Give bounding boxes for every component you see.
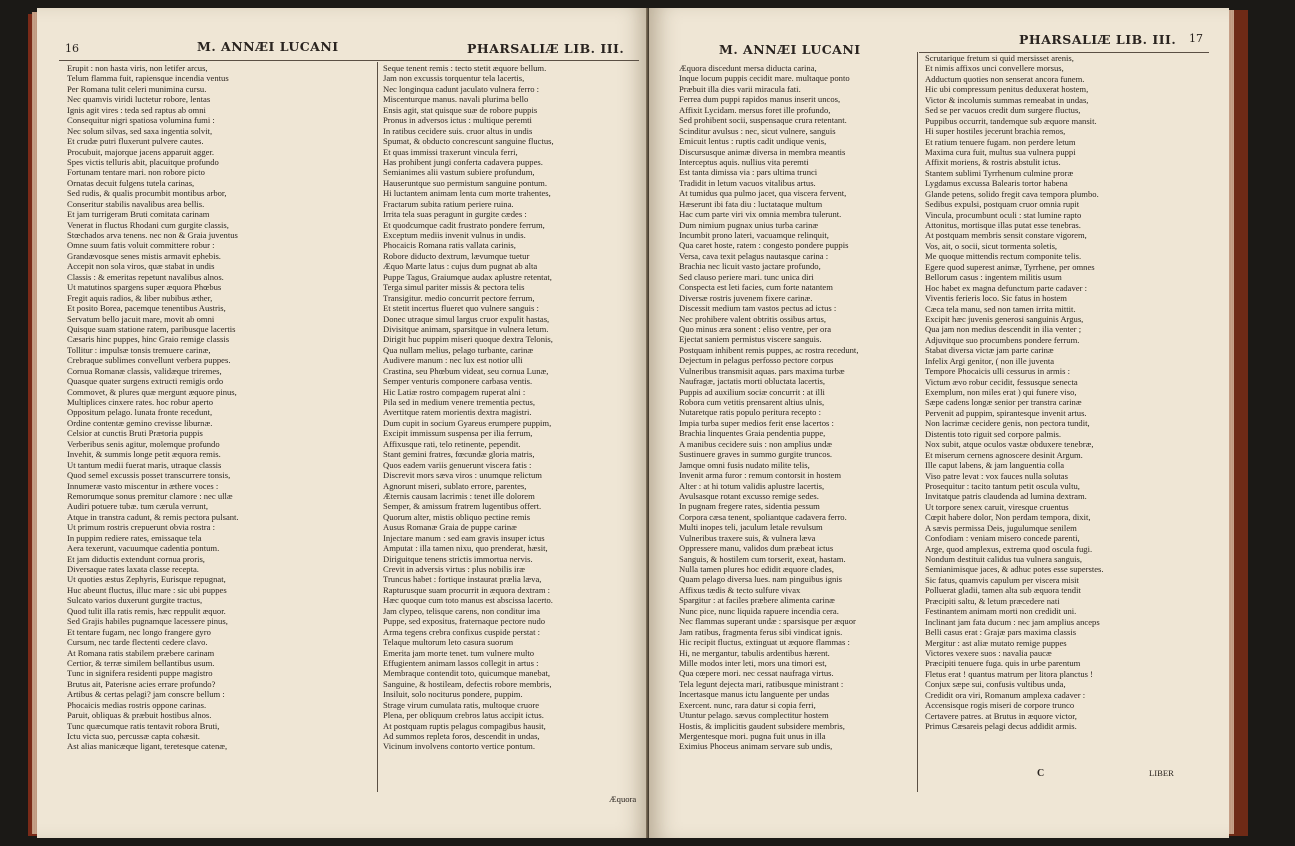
verse-line: Confodiam : veniam misero concede parenti, — [925, 533, 1080, 544]
verse-line: Jam clypeo, telisque carens, non conditur ima — [383, 605, 541, 616]
verse-line: Æternis causam lacrimis : tenet ille dolorem — [383, 490, 535, 501]
verse-line: Quisque suam statione ratem, paribusque lacertis — [67, 323, 236, 334]
verse-line: Ut matutinos spargens super æquora Phœbus — [67, 282, 222, 293]
verse-line: Quos eadem variis genuerunt viscera fatis : — [383, 459, 532, 470]
verse-line: Interceptus aquis. nullius vita peremti — [679, 156, 809, 167]
verse-line: Ornatas decuit fulgens tutela carinas, — [67, 177, 195, 188]
verse-line: Vincula, procumbunt oculi : stat lumine rapto — [925, 209, 1082, 220]
verse-line: Ille caput labens, & jam languentia colla — [925, 460, 1065, 471]
verse-line: Infelix Argi genitor, ( non ille juventa — [925, 355, 1055, 366]
left-column-a — [67, 63, 372, 752]
verse-line: Incertasque manus ictu languente per undas — [679, 689, 830, 700]
verse-line: Phocaicis medias rostris oppone carinas. — [67, 699, 207, 710]
verse-line: Amputat : illa tamen nixu, quo prenderat, hæsit, — [383, 543, 548, 554]
verse-line: Dum cupit in socium Gyareus erumpere puppim, — [383, 417, 552, 428]
verse-line: Non lacrimæ cecidere genis, non pectora tundit, — [925, 418, 1090, 429]
verse-line: Semianimisque jaces, & adhuc potes esse superstes. — [925, 564, 1104, 575]
verse-line: Omne suum fatis voluit committere robur : — [67, 240, 215, 251]
verse-line: Hostis, & implicitis gaudent subsidere membris, — [679, 720, 845, 731]
verse-line: Hac cum parte viri vix omnia membra tulerunt. — [679, 209, 842, 220]
verse-line: Sulcato varios duxerunt gurgite tractus, — [67, 595, 203, 606]
verse-line: Lygdamus excussa Balearis tortor habena — [925, 178, 1068, 189]
verse-line: Et posito Borea, pacemque tenentibus Austris, — [67, 303, 226, 314]
verse-line: Est tanta dimissa via : pars ultima trunci — [679, 167, 818, 178]
verse-line: Affixit moriens, & rostris abstulit ictus. — [925, 157, 1061, 168]
verse-line: Cœpit habere dolor, Non perdam tempora, dixit, — [925, 512, 1091, 523]
verse-line: Brutus ait, Paterisne acies errare profundo? — [67, 678, 216, 689]
verse-line: Diversaque rates laxata classe recepta. — [67, 564, 199, 574]
verse-line: Divisitque animam, sparsitque in vulnera letum. — [383, 323, 549, 334]
verse-line: Avertitque ratem morientis dextra magistri. — [383, 407, 532, 418]
verse-line: Tollitur : impulsæ tonsis tremuere carinæ, — [67, 344, 211, 355]
verse-line: Vulneribus transmisit aquas. pars maxima turbæ — [679, 365, 845, 376]
verse-line: Servatum bello jacuit mare, movit ab omni — [67, 313, 215, 324]
verse-line: Hi, ne mergantur, tabulis ardentibus hærent. — [679, 647, 830, 658]
verse-line: Crastina, seu Phœbum videat, seu cornua Lunæ, — [383, 365, 549, 376]
verse-line: At Romana ratis stabilem præbere carinam — [67, 647, 215, 658]
verse-line: Ferrea dum puppi rapidos manus inserit uncos, — [679, 94, 841, 105]
verse-line: Multi inopes teli, jaculum letale revulsum — [679, 522, 823, 533]
verse-line: Sic fatus, quamvis capulum per viscera misit — [925, 574, 1079, 585]
verse-line: In puppim rediere rates, emissaque tela — [67, 532, 202, 543]
right-page-number: 17 — [1189, 32, 1203, 45]
verse-line: Spes victis telluris abit, placuitque profundo — [67, 156, 219, 167]
verse-line: Et stetit incertus flueret quo vulnere sanguis : — [383, 303, 539, 314]
verse-line: Præbuit illa dies varii miracula fati. — [679, 83, 801, 94]
verse-line: Et jam diductis extendunt cornua proris, — [67, 553, 205, 564]
verse-line: Tradidit in letum vacuos vitalibus artus. — [679, 177, 816, 188]
verse-line: Tempore Phocaicis ulli cessurus in armis : — [925, 366, 1070, 377]
verse-line: Vicinum involvens contorto vertice pontum. — [383, 741, 535, 752]
verse-line: Nox subit, atque oculos vastæ obduxere tenebræ, — [925, 439, 1094, 450]
verse-line: Erupit : non hasta viris, non letifer arcus, — [67, 63, 208, 73]
verse-line: Semianimes alii vastum subiere profundum, — [383, 167, 535, 178]
verse-line: Præcipiti tenuere fuga. quis in urbe parentum — [925, 658, 1081, 669]
verse-line: Cornua Romanæ classis, validæque triremes, — [67, 365, 222, 376]
verse-line: Victores vexere suos : navalia paucæ — [925, 647, 1052, 658]
verse-line: Sed prohibent socii, suspensaque crura retentant. — [679, 115, 847, 126]
verse-line: Et quas immissi traxerunt vincula ferri, — [383, 146, 518, 157]
verse-line: Quod semel excussis posset transcurrere tonsis, — [67, 470, 231, 481]
verse-line: Credidit ora viri, Romanum amplexa cadaver : — [925, 689, 1086, 700]
verse-line: Nec flammas superant undæ : sparsisque per æquor — [679, 616, 856, 627]
verse-line: Robora cum vetitis prensarent altius ulnis, — [679, 397, 825, 407]
verse-line: Stabat diversa victæ jam parte carinæ — [925, 345, 1054, 356]
verse-line: Versa, cava texit pelagus nautasque carina : — [679, 250, 829, 261]
verse-line: Quasque quater surgens extructi remigis ordo — [67, 376, 224, 387]
verse-line: Sanguine, & hostileam, defectis robore membris, — [383, 678, 552, 689]
verse-line: Transigitur. medio concurrit pectore ferrum, — [383, 292, 535, 303]
verse-line: Discessit medium tam vastos pectus ad ictus : — [679, 303, 837, 314]
verse-line: Nec longinqua cadunt jaculato vulnera ferro : — [383, 83, 540, 94]
verse-line: Classis : & emeritas repetunt navalibus alnos. — [67, 271, 224, 282]
verse-line: A manibus cecidere suis : non amplius undæ — [679, 438, 832, 449]
verse-line: In pugnam fregere rates, sidentia pessum — [679, 501, 820, 512]
verse-line: Pervenit ad puppim, spirantesque invenit artus. — [925, 407, 1087, 418]
right-signature-mark: C — [1037, 768, 1045, 779]
verse-line: Egere quod superest animæ, Tyrrhene, per omnes — [925, 261, 1095, 272]
verse-line: Sæpe cadens longæ senior per transtra carinæ — [925, 397, 1082, 408]
verse-line: Certavere patres. at Brutus in æquore victor, — [925, 710, 1077, 721]
verse-line: Festinantem animam morti non credidit uni. — [925, 606, 1077, 617]
verse-line: Sanguis, & hostilem cum torserit, exeat, hastam. — [679, 553, 846, 564]
verse-line: Et miserum cernens agnoscere desinit Argum. — [925, 449, 1083, 460]
verse-line: Polluerat gladii, tamen alta sub æquora tendit — [925, 585, 1081, 596]
verse-line: Quorum alter, mistis obliquo pectine remis — [383, 511, 531, 522]
verse-line: Qua cœpere mori. nec cessat naufraga virtus. — [679, 668, 834, 679]
verse-line: Scinditur avulsus : nec, sicut vulnere, sanguis — [679, 125, 836, 136]
verse-line: Excipit hæc juvenis generosi sanguinis Argus, — [925, 313, 1084, 324]
verse-line: Ut quoties æstus Zephyris, Eurisque repugnat, — [67, 574, 226, 585]
verse-line: Ausus Romanæ Graia de puppe carinæ — [383, 522, 517, 533]
verse-line: Effugientem animam lassos collegit in artus : — [383, 657, 539, 668]
verse-line: Puppe, sed expositus, fraternaque pectore nudo — [383, 616, 546, 627]
verse-line: Glande petens, solido fregit cava tempora plumbo. — [925, 188, 1099, 199]
verse-line: Phocaicis Romana ratis vallata carinis, — [383, 240, 516, 251]
verse-line: Naufragæ, jactatis morti obluctata lacertis, — [679, 376, 826, 387]
verse-line: Jam non excussis torquentur tela lacertis, — [383, 73, 525, 84]
verse-line: Semper, & amissum fratrem lugentibus offert. — [383, 501, 542, 512]
verse-line: Nunc pice, nunc liquida rapuere incendia cera. — [679, 605, 839, 616]
verse-line: Huc abeunt fluctus, illuc mare : sic ubi puppes — [67, 584, 227, 595]
verse-line: Incumbit prono lateri, vacuamque relinquit, — [679, 230, 829, 240]
verse-line: Maxima cura fuit, multus sua vulnera puppi — [925, 146, 1076, 157]
verse-line: Stant gemini fratres, fœcundæ gloria matris, — [383, 449, 535, 460]
verse-line: Et nimis affixos unci convellere morsus, — [925, 63, 1064, 74]
verse-line: Terga simul pariter missis & pectora telis — [383, 282, 525, 293]
verse-line: Telaque multorum leto casura suorum — [383, 637, 514, 648]
verse-line: Oppressere manu, validos dum præbeat ictus — [679, 543, 834, 554]
verse-line: Utuntur pelago. sævus complectitur hostem — [679, 710, 829, 721]
verse-line: Injectare manum : sed eam gravis insuper ictus — [383, 532, 545, 543]
verse-line: Puppis ad auxilium sociæ concurrit : at illi — [679, 386, 825, 397]
verse-line: Puppe Tagus, Graiumque audax aplustre retentat, — [383, 271, 552, 282]
left-page-number: 16 — [65, 42, 79, 55]
left-column-b — [383, 63, 643, 752]
verse-line: Sed Grajis habiles pugnamque lacessere pinus, — [67, 616, 228, 627]
verse-line: Aera texerunt, vacuumque cadentia pontum. — [67, 543, 220, 554]
verse-line: Paruit, obliquas & præbuit hostibus alnos. — [67, 710, 212, 721]
verse-line: Hauseruntque suo permistum sanguine pontum. — [383, 177, 547, 188]
right-column-b — [925, 53, 1215, 731]
verse-line: Tunc in signifera residenti puppe magistro — [67, 668, 213, 679]
verse-line: In ratibus cecidere suis. cruor altus in undis — [383, 125, 533, 136]
verse-line: Æquo Marte latus : cujus dum pugnat ab alta — [383, 261, 538, 272]
verse-line: Hic Latiæ rostro compagem ruperat alni : — [383, 386, 526, 397]
verse-line: Inque locum puppis cecidit mare. multaque ponto — [679, 73, 850, 84]
verse-line: Viventis ferieris loco. Sic fatus in hostem — [925, 293, 1067, 304]
verse-line: Invenit arma furor : remum contorsit in hostem — [679, 470, 842, 481]
verse-line: Qua jam non medius descendit in ilia venter ; — [925, 324, 1082, 335]
verse-line: Discrevit mors sæva viros : unumque relictum — [383, 470, 542, 481]
verse-line: Remorumque sonus premitur clamore : nec ullæ — [67, 490, 233, 501]
verse-line: Emicuit lentus : ruptis cadit undique venis, — [679, 136, 827, 147]
left-catchword: Æquora — [609, 794, 637, 804]
verse-line: Hi super hostiles jecerunt brachia remos, — [925, 126, 1066, 137]
verse-line: Jam ratibus, fragmenta ferus sibi vindicat ignis. — [679, 626, 843, 637]
verse-line: Conspecta est leti facies, cum forte natantem — [679, 282, 833, 293]
verse-line: Bellorum casus : ingentem militis usum — [925, 272, 1062, 283]
verse-line: Invitatque patris claudenda ad lumina dextram. — [925, 491, 1087, 502]
verse-line: Arge, quod amplexus, extrema quod oscula fugi. — [925, 543, 1093, 554]
verse-line: Brachia nec licuit vasto jactare profundo, — [679, 261, 821, 272]
verse-line: Vos, ait, o socii, sicut tormenta soletis, — [925, 240, 1058, 251]
right-column-a — [679, 63, 913, 752]
verse-line: Victum ævo robur cecidit, fessusque senecta — [925, 376, 1078, 387]
verse-line: Et ratium tenuere fugam. non perdere letum — [925, 136, 1076, 147]
verse-line: Per Romana tulit celeri munimina cursu. — [67, 83, 207, 94]
verse-line: Nutaretque ratis populo peritura recepto : — [679, 407, 821, 418]
verse-line: Alter : at hi totum validis aplustre lacertis, — [679, 480, 825, 491]
verse-line: Verberibus senis agitur, molemque profundo — [67, 438, 220, 449]
verse-line: Victor & incolumis summas remeabat in undas, — [925, 94, 1089, 105]
verse-line: Agnorunt miseri, sublato errore, parentes, — [383, 480, 527, 491]
verse-line: Ut torpore senex caruit, viresque cruentus — [925, 501, 1069, 512]
verse-line: Fletus erat ! quantus matrum per litora planctus ! — [925, 668, 1094, 679]
verse-line: Artibus & certas pelagi? jam conscre bellum : — [67, 689, 225, 700]
verse-line: Innumeræ vasto miscentur in æthere voces : — [67, 480, 219, 491]
verse-line: Exercent. nunc, rara datur si copia ferri, — [679, 699, 816, 710]
verse-line: Ordine contentæ gemino crevisse liburnæ. — [67, 417, 213, 428]
verse-line: Membraque contendit toto, quicumque manebat, — [383, 668, 551, 679]
verse-line: Fregit aquis radios, & liber nubibus æther, — [67, 292, 213, 303]
verse-line: Ignis agit vires : teda sed raptus ab omni — [67, 104, 206, 115]
verse-line: Discursusque animæ diversa in membra meantis — [679, 146, 846, 157]
verse-line: Crebraque sublimes convellunt verbera puppes. — [67, 355, 231, 366]
verse-line: At tumidus qua pulmo jacet, qua viscera fervent, — [679, 188, 847, 199]
verse-line: Eximius Phoceus animam servare sub undis, — [679, 741, 833, 752]
verse-line: Emerita jam morte tenet. tum vulnere multo — [383, 647, 535, 658]
left-page — [37, 8, 649, 838]
verse-line: At postquam membris sensit constare vigorem, — [925, 230, 1087, 241]
verse-line: Sustinuere graves in summo gurgite truncos. — [679, 449, 833, 460]
verse-line: Affixit Lycidam. mersus foret ille profundo, — [679, 104, 831, 115]
verse-line: Affixus tædis & tecto sulfure vivax — [679, 584, 801, 595]
verse-line: Qua caret hoste, ratem : congesto pondere puppis — [679, 240, 849, 251]
verse-line: Seque tenent remis : tecto stetit æquore bellum. — [383, 63, 547, 73]
verse-line: Exemplum, non miles erat ) qui funere viso, — [925, 387, 1077, 397]
verse-line: Jamque omni fusis nudato milite telis, — [679, 459, 810, 470]
verse-line: Ictu victa suo, percussæ capta cohæsit. — [67, 731, 200, 741]
verse-line: Strage virum cumulata ratis, multoque cruore — [383, 699, 540, 710]
verse-line: Mergentesque mori. pugna fuit unus in illa — [679, 731, 826, 741]
verse-line: Affixusque rati, telo retinente, pependit. — [383, 438, 521, 449]
verse-line: Æquora discedunt mersa diducta carina, — [679, 63, 817, 73]
right-catchword: LIBER — [1149, 768, 1174, 778]
verse-line: Excipit immissum suspensa per ilia ferrum, — [383, 428, 533, 439]
verse-line: Stantem sublimi Tyrrhenum culmine proræ — [925, 167, 1074, 178]
verse-line: Donec utraque simul largus cruor expulit hastas, — [383, 313, 550, 324]
verse-line: Oppositum pelago. lunata fronte recedunt, — [67, 407, 213, 418]
verse-line: Nondum destituit calidus tua vulnera sanguis, — [925, 554, 1083, 564]
verse-line: Et tentare fugam, nec longo frangere gyro — [67, 626, 211, 637]
verse-line: A sævis permissa Deis, jugulumque senilem — [925, 522, 1077, 533]
verse-line: Cæca tela manu, sed non tamen irrita mittit. — [925, 303, 1076, 314]
verse-line: Ad summos repleta foros, descendit in undas, — [383, 731, 540, 741]
verse-line: Conseritur stabilis navalibus area bellis. — [67, 198, 205, 209]
verse-line: Brachia linquentes Graia pendentia puppe, — [679, 428, 826, 439]
verse-line: Fractarum subita ratium periere ruina. — [383, 198, 514, 209]
verse-line: Qua nullam melius, pelago turbante, carinæ — [383, 344, 534, 355]
verse-line: Cæsaris hinc puppes, hinc Graio remige classis — [67, 334, 230, 345]
verse-line: Accepit non sola viros, quæ stabat in undis — [67, 261, 215, 272]
verse-line: Semper venturis componere carbasa ventis. — [383, 376, 533, 387]
verse-line: Dirigit huc puppim miseri quoque dextra Telonis, — [383, 334, 553, 345]
verse-line: Procubuit, majorque jacens apparuit agger. — [67, 146, 214, 157]
verse-line: Spumat, & obducto concrescunt sanguine fluctus, — [383, 136, 554, 147]
verse-line: Quo minus æra sonent : eliso ventre, per ora — [679, 323, 832, 334]
verse-line: Scrutarique fretum si quid mersisset arenis, — [925, 53, 1074, 63]
verse-line: Ut tantum medii fuerat maris, utraque classis — [67, 459, 222, 470]
verse-line: Dum nimium pugnax unius turba carinæ — [679, 219, 819, 230]
verse-line: Quam pelago diversa lues. nam pinguibus ignis — [679, 574, 843, 585]
verse-line: Postquam inhibent remis puppes, ac rostra recedunt, — [679, 344, 859, 355]
left-header-title: PHARSALIÆ LIB. III. — [467, 41, 625, 56]
verse-line: Hic recipit fluctus, extinguat ut æquore flammas : — [679, 637, 850, 648]
verse-line: Miscenturque manus. navali plurima bello — [383, 94, 529, 105]
verse-line: Avulsasque rotant excusso remige sedes. — [679, 490, 819, 501]
verse-line: Audiri potuere tubæ. tum cærula verrunt, — [67, 501, 209, 512]
verse-line: Multiplices cinxere rates. hoc robur aperto — [67, 397, 214, 407]
verse-line: Et jam turrigeram Bruti comitata carinam — [67, 209, 210, 220]
verse-line: Sed rudis, & qualis procumbit montibus arbor, — [67, 188, 227, 199]
verse-line: Pronus in adversos ictus : multique peremti — [383, 115, 532, 126]
verse-line: Adjuvitque suo procumbens pondere ferrum. — [925, 334, 1080, 345]
verse-line: Fortunam tentare mari. non robore picto — [67, 167, 205, 178]
verse-line: Hoc habet ex magna defunctum parte cadaver : — [925, 282, 1088, 293]
verse-line: Impia turba super medios ferit ense lacertos : — [679, 417, 834, 428]
verse-line: Tela legunt dejecta mari, ratibusque ministrant : — [679, 678, 844, 689]
verse-line: Diriguitque tenens strictis immortua nervis. — [383, 553, 533, 564]
verse-line: At postquam ruptis pelagus compagibus hausit, — [383, 720, 546, 731]
verse-line: Nulla tamen plures hoc edidit æquore clades, — [679, 564, 834, 574]
verse-line: Et crudæ putri fluxerunt pulvere cautes. — [67, 136, 204, 147]
verse-line: Truncus habet : fortique instaurat prælia læva, — [383, 574, 542, 585]
verse-line: Attonitus, mortisque illas putat esse tenebras. — [925, 220, 1081, 230]
verse-line: Crevit in adversis virtus : plus nobilis iræ — [383, 564, 526, 574]
verse-line: Mergitur : ast aliæ mutato remige puppes — [925, 637, 1067, 648]
right-header-author: M. ANNÆI LUCANI — [719, 42, 861, 57]
verse-line: Arma tegens crebra confixus cuspide perstat : — [383, 626, 541, 637]
verse-line: Inclinant jam fata ducum : nec jam amplius anceps — [925, 616, 1100, 627]
verse-line: Vulneribus traxere suis, & vulnera læva — [679, 532, 816, 543]
verse-line: Insiluit, solo nociturus pondere, puppim. — [383, 689, 523, 700]
right-column-divider — [917, 52, 918, 792]
verse-line: Exceptum mediis invenit vulnus in undis. — [383, 230, 526, 240]
verse-line: Cursum, nec tarde flectenti cedere clavo. — [67, 637, 208, 648]
verse-line: Invehit, & summis longe petit æquora remis. — [67, 449, 221, 460]
verse-line: Plena, per obliquum crebros latus accipit ictus. — [383, 710, 544, 721]
verse-line: Telum flamma fuit, rapiensque incendia ventus — [67, 73, 229, 84]
verse-line: Distentis toto riguit sed corpore palmis. — [925, 428, 1062, 439]
verse-line: Atque in transtra cadunt, & remis pectora pulsant. — [67, 511, 239, 522]
verse-line: Quod tulit illa ratis remis, hæc reppulit æquor. — [67, 605, 226, 616]
verse-line: Hæserunt ibi fata diu : luctataque multum — [679, 198, 823, 209]
verse-line: Prosequitur : tacito tantum petit oscula vultu, — [925, 480, 1080, 491]
verse-line: Et quodcumque cadit frustrato pondere ferrum, — [383, 219, 545, 230]
verse-line: Adductum quoties non senserat ancora funem. — [925, 73, 1085, 84]
verse-line: Has prohibent jungi conferta cadavera puppes. — [383, 156, 543, 167]
verse-line: Ut primum rostris crepuerunt obvia rostra : — [67, 522, 215, 533]
verse-line: Viso patre levat : vox fauces nulla solutas — [925, 470, 1068, 481]
verse-line: Corpora cæsa tenent, spoliantque cadavera ferro. — [679, 511, 847, 522]
verse-line: Nec prohibere valent obtritis ossibus artus, — [679, 313, 827, 324]
verse-line: Rapturusque suam procurrit in æquora dextram : — [383, 584, 551, 595]
verse-line: Grandævosque senes mistis armavit ephebis. — [67, 250, 221, 261]
verse-line: Sed clauso periere mari. tunc unica diri — [679, 271, 814, 282]
verse-line: Ast alias manicæque ligant, teretesque catenæ, — [67, 741, 228, 752]
verse-line: Consequitur nigri spatiosa volumina fumi : — [67, 115, 215, 126]
verse-line: Mille modos inter leti, mors una timori est, — [679, 657, 827, 668]
verse-line: Certior, & terræ similem bellantibus usum. — [67, 657, 215, 668]
verse-line: Sed se per vacuos credit dum surgere fluctus, — [925, 105, 1081, 116]
verse-line: Ejectat saniem permistus viscere sanguis. — [679, 334, 822, 345]
verse-line: Nec solum silvas, sed saxa ingentia solvit, — [67, 125, 213, 136]
verse-line: Pila sed in medium venere trementia pectus, — [383, 397, 536, 407]
verse-line: Commovet, & plures quæ mergunt æquore pinus, — [67, 386, 237, 397]
left-header-rule — [59, 60, 639, 61]
verse-line: Diversæ rostris juvenem fixere carinæ. — [679, 292, 813, 303]
verse-line: Spargitur : at faciles præbere alimenta carinæ — [679, 595, 835, 606]
right-header-title: PHARSALIÆ LIB. III. — [1019, 32, 1177, 47]
verse-line: Ensis agit, stat quisque suæ de robore puppis — [383, 104, 538, 115]
verse-line: Stœchados arva tenens. nec non & Graia juventus — [67, 230, 238, 240]
verse-line: Sedibus expulsi, postquam cruor omnia rupit — [925, 199, 1080, 210]
verse-line: Conjux sæpe sui, confusis vultibus unda, — [925, 679, 1066, 690]
right-page — [649, 8, 1229, 838]
left-header-author: M. ANNÆI LUCANI — [197, 39, 339, 54]
verse-line: Me quoque mittendis rectum componite telis. — [925, 251, 1082, 262]
verse-line: Belli casus erat : Grajæ pars maxima classis — [925, 627, 1077, 638]
verse-line: Primus Cæsareis pelagi decus addidit armis. — [925, 721, 1077, 731]
verse-line: Audivere manum : nec lux est notior ulli — [383, 355, 523, 366]
verse-line: Hæc quoque cum toto manus est abscissa lacerto. — [383, 595, 553, 606]
verse-line: Accensisque rogis miseri de corpore trunco — [925, 700, 1075, 711]
verse-line: Irrita tela suas peragunt in gurgite cædes : — [383, 209, 527, 220]
verse-line: Robore diducto dextrum, lævumque tuetur — [383, 250, 530, 261]
verse-line: Celsior at cunctis Bruti Prætoria puppis — [67, 428, 203, 439]
verse-line: Hi luctantem animam lenta cum morte trahentes, — [383, 188, 551, 199]
verse-line: Præcipiti saltu, & letum præcedere nati — [925, 595, 1060, 606]
left-column-divider — [377, 62, 378, 792]
verse-line: Hic ubi compressum penitus deduxerat hostem, — [925, 84, 1089, 95]
verse-line: Puppibus occurrit, tandemque sub æquore mansit. — [925, 115, 1097, 126]
verse-line: Venerat in fluctus Rhodani cum gurgite classis, — [67, 219, 229, 230]
verse-line: Tunc quæcumque ratis tentavit robora Bruti, — [67, 720, 220, 731]
verse-line: Nec quamvis viridi luctetur robore, lentas — [67, 94, 211, 105]
verse-line: Dejectum in pelagus perfosso pectore corpus — [679, 355, 834, 366]
